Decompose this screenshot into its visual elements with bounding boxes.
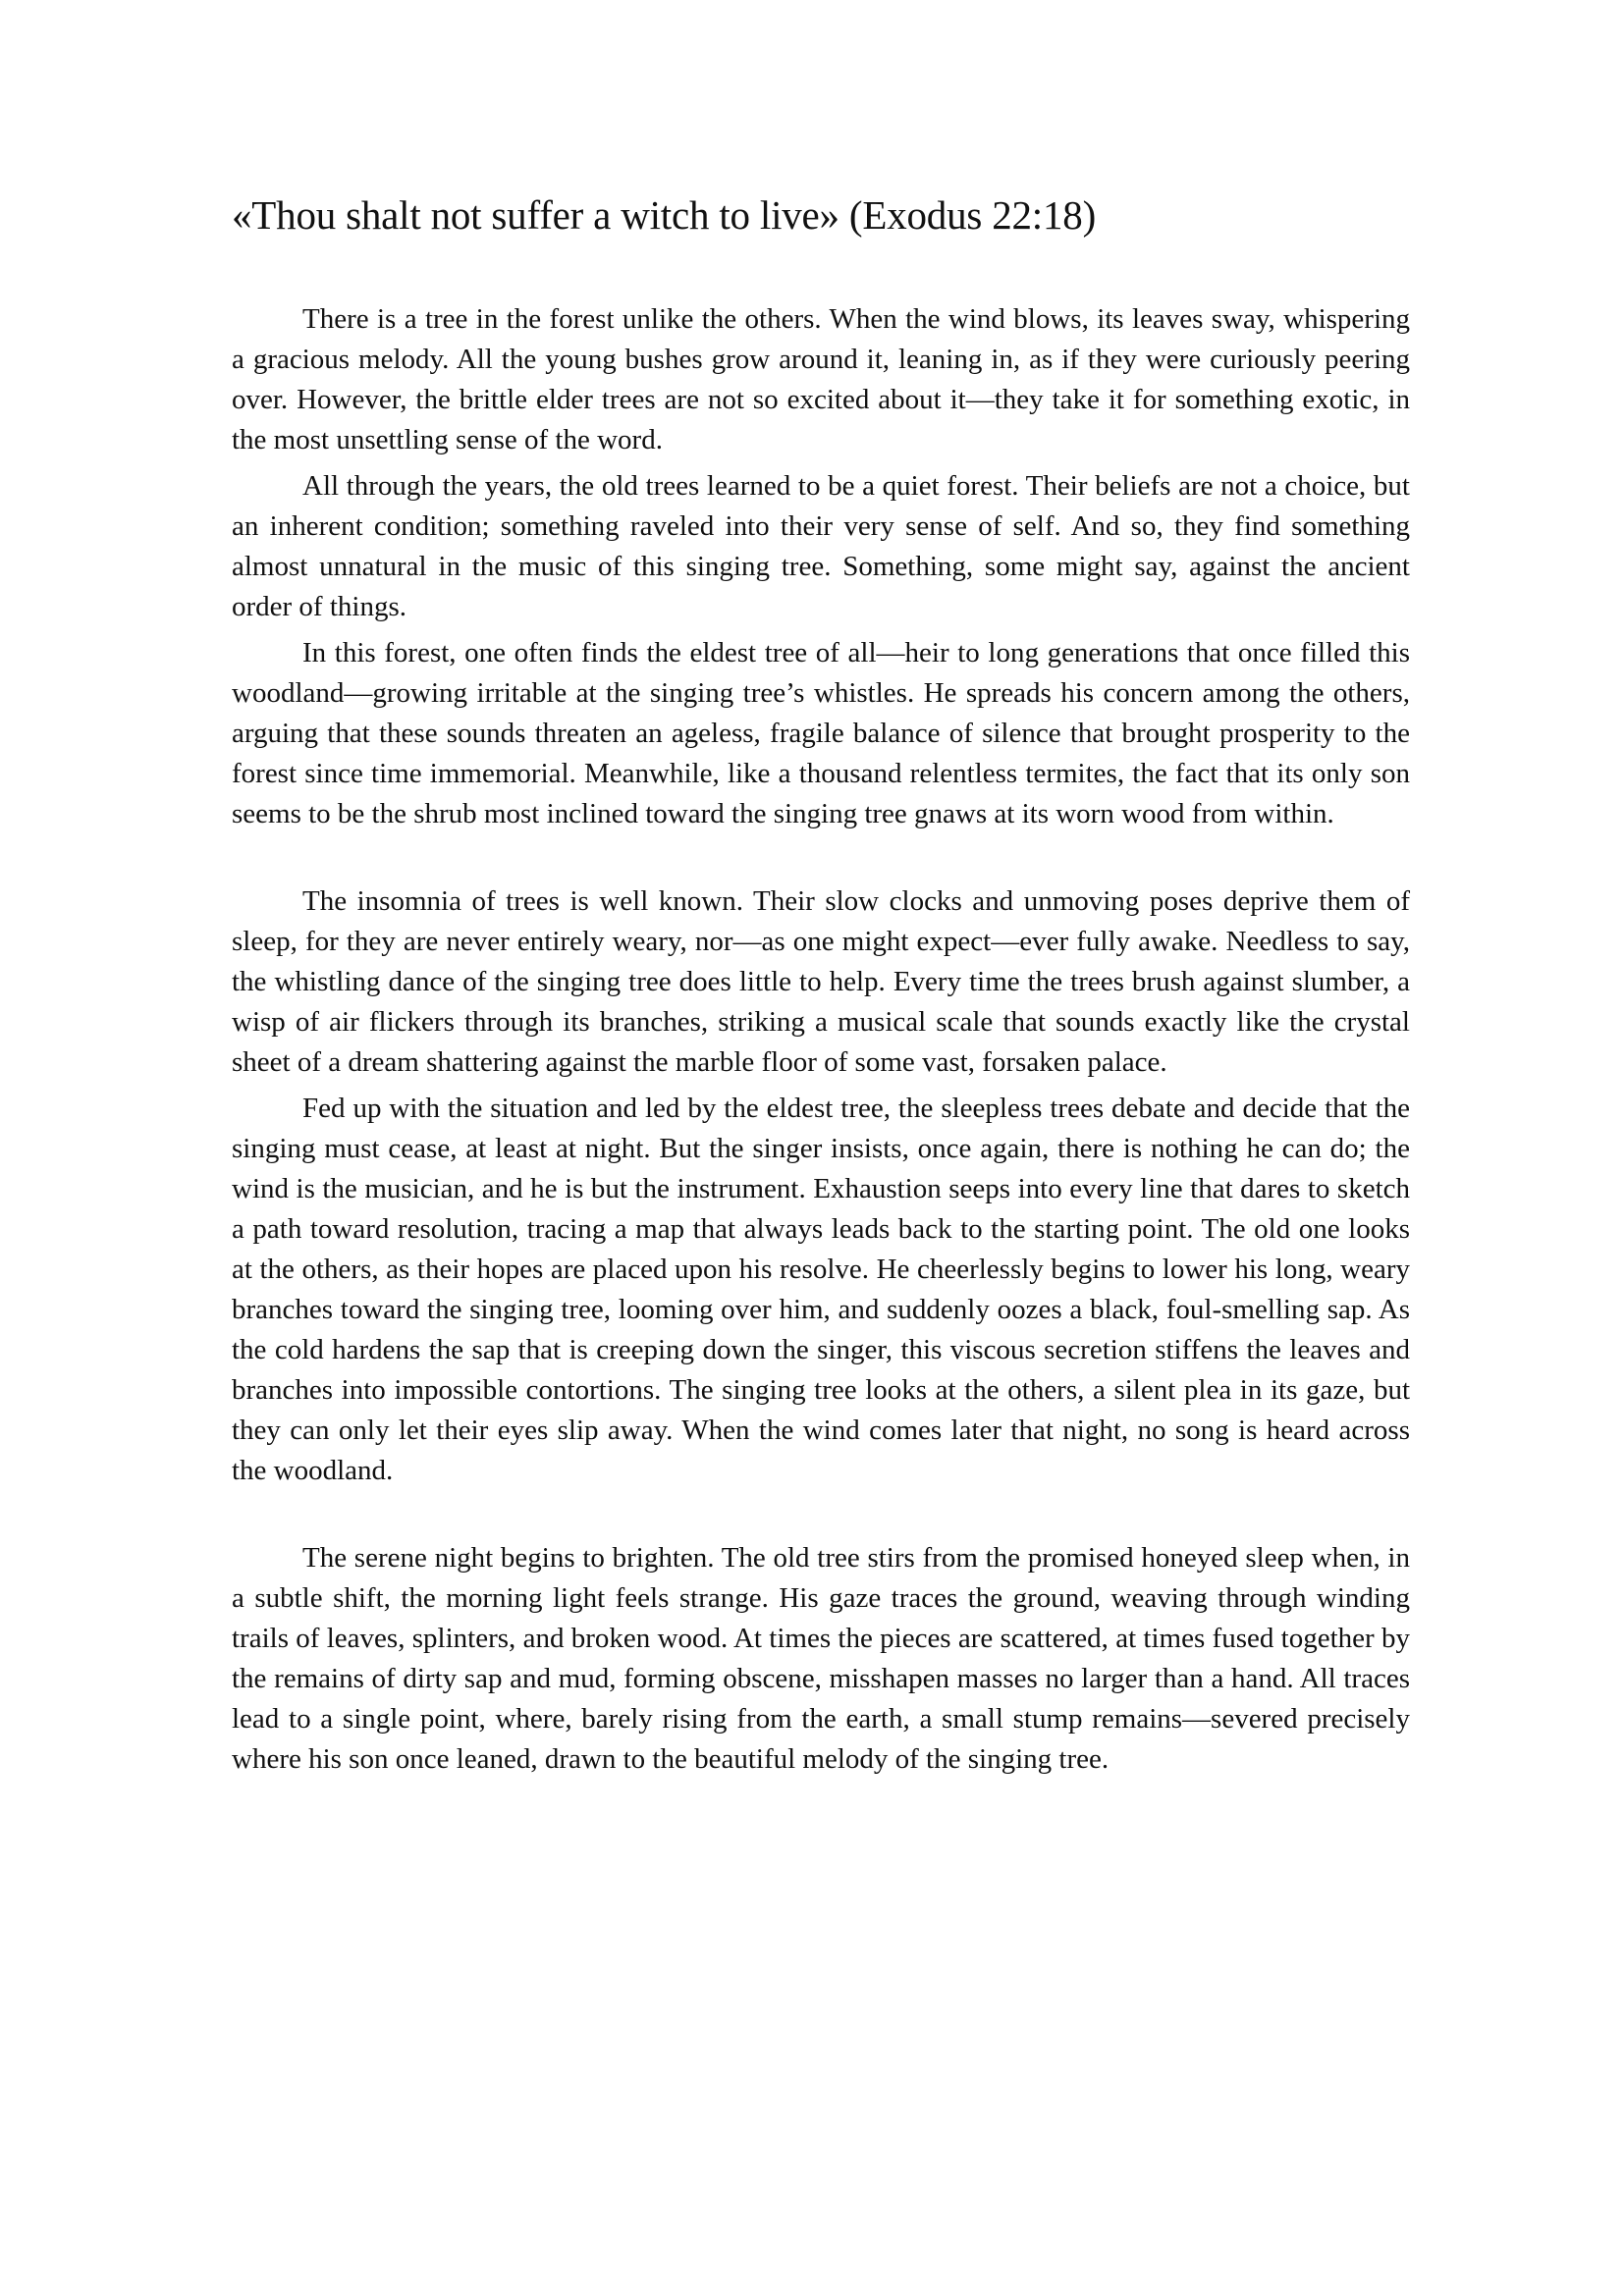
paragraph: There is a tree in the forest unlike the others. When the wind blows, its leaves sway, whispering a gracious melody. All the young bushes grow around it, leaning in, as if they were curiously peering over. However, the brittle elder trees are not so excited about it—they take it for something exotic, in the most unsettling sense of the word. [232,303,1410,456]
paragraph: The insomnia of trees is well known. Their slow clocks and unmoving poses deprive them of sleep, for they are never entirely weary, nor—as one might expect—ever fully awake. Needless to say, the whistling dance of the singing tree does little to help. Every time the trees brush against slumber, a wisp of air flickers through its branches, striking a musical scale that sounds exactly like the crystal sheet of a dream shattering against the marble floor of some vast, forsaken palace. [232,885,1410,1079]
document-title: «Thou shalt not suffer a witch to live» (Exodus 22:18) [232,192,1097,238]
paragraph: The serene night begins to brighten. The old tree stirs from the promised honeyed sleep when, in a subtle shift, the morning light feels strange. His gaze traces the ground, weaving through winding trails of leaves, splinters, and broken wood. At times the pieces are scattered, at times fused together by the remains of dirty sap and mud, forming obscene, misshapen masses no larger than a hand. All traces lead to a single point, where, barely rising from the earth, a small stump remains—severed precisely where his son once leaned, drawn to the beautiful melody of the singing tree. [232,1542,1410,1776]
document-page [232,190,1410,1786]
section-1 [232,299,1410,834]
paragraph: In this forest, one often finds the eldest tree of all—heir to long generations that once filled this woodland—growing irritable at the singing tree’s whistles. He spreads his concern among the others, arguing that these sounds threaten an ageless, fragile balance of silence that brought prosperity to the forest since time immemorial. Meanwhile, like a thousand relentless termites, the fact that its only son seems to be the shrub most inclined toward the singing tree gnaws at its worn wood from within. [232,637,1410,830]
paragraph: Fed up with the situation and led by the eldest tree, the sleepless trees debate and decide that the singing must cease, at least at night. But the singer insists, once again, there is nothing he can do; the wind is the musician, and he is but the instrument. Exhaustion seeps into every line that dares to sketch a path toward resolution, tracing a map that always leads back to the starting point. The old one looks at the others, as their hopes are placed upon his resolve. He cheerlessly begins to lower his long, weary branches toward the singing tree, looming over him, and suddenly oozes a black, foul-smelling sap. As the cold hardens the sap that is creeping down the singer, this viscous secretion stiffens the leaves and branches into impossible contortions. The singing tree looks at the others, a silent plea in its gaze, but they can only let their eyes slip away. When the wind comes later that night, no song is heard across the woodland. [232,1093,1410,1487]
section-2 [232,881,1410,1491]
paragraph: All through the years, the old trees learned to be a quiet forest. Their beliefs are not a choice, but an inherent condition; something raveled into their very sense of self. And so, they find something almost unnatural in the music of this singing tree. Something, some might say, against the ancient order of things. [232,470,1410,623]
section-3 [232,1538,1410,1780]
